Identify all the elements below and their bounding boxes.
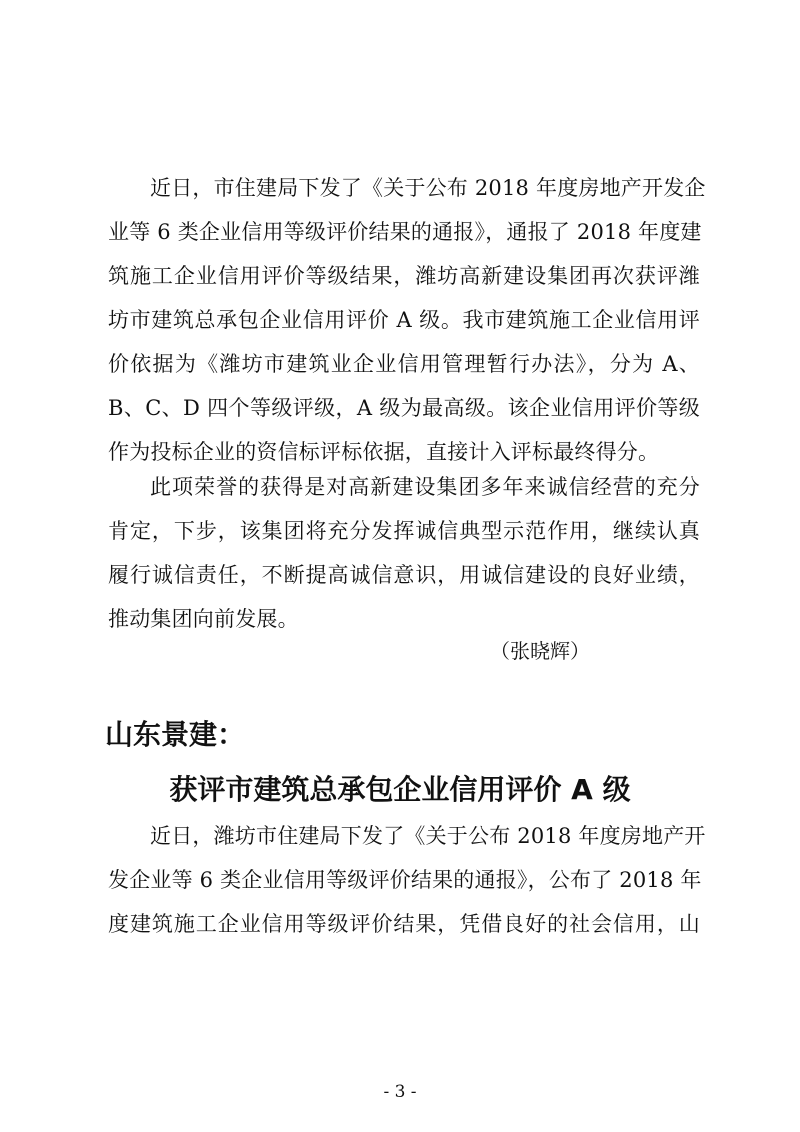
paragraph-line: 发企业等 6 类企业信用等级评价结果的通报》，公布了 2018 年: [108, 868, 702, 892]
paragraph-line: B、C、D 四个等级评级，A 级为最高级。该企业信用评价等级: [108, 396, 700, 420]
paragraph-line: 业等 6 类企业信用等级评价结果的通报》，通报了 2018 年度建: [108, 220, 702, 244]
paragraph-line: 近日，市住建局下发了《关于公布 2018 年度房地产开发企: [150, 176, 706, 200]
section-heading: 山东景建：: [105, 718, 246, 751]
article-1-paragraph-1: [108, 166, 706, 474]
paragraph-line: 作为投标企业的资信标评标依据，直接计入评标最终得分。: [108, 440, 660, 464]
paragraph-line: 肯定，下步，该集团将充分发挥诚信典型示范作用，继续认真: [108, 519, 700, 543]
author-signature: （张晓辉）: [490, 639, 590, 663]
paragraph-line: 价依据为《潍坊市建筑业企业信用管理暂行办法》，分为 A、: [108, 352, 700, 376]
paragraph-line: 筑施工企业信用评价等级结果，潍坊高新建设集团再次获评潍: [108, 264, 700, 288]
paragraph-line: 推动集团向前发展。: [108, 607, 299, 631]
paragraph-line: 此项荣誉的获得是对高新建设集团多年来诚信经营的充分: [150, 475, 700, 499]
page-number: - 3 -: [383, 1082, 417, 1102]
paragraph-line: 近日，潍坊市住建局下发了《关于公布 2018 年度房地产开: [150, 824, 706, 848]
paragraph-line: 度建筑施工企业信用等级评价结果，凭借良好的社会信用，山: [108, 912, 700, 936]
article-1-paragraph-2: [108, 465, 700, 641]
paragraph-line: 坊市建筑总承包企业信用评价 A 级。我市建筑施工企业信用评: [108, 308, 700, 332]
article-title: 获评市建筑总承包企业信用评价 A 级: [169, 773, 631, 806]
paragraph-line: 履行诚信责任，不断提高诚信意识，用诚信建设的良好业绩，: [108, 563, 700, 587]
article-2-paragraph-1: [108, 814, 706, 946]
